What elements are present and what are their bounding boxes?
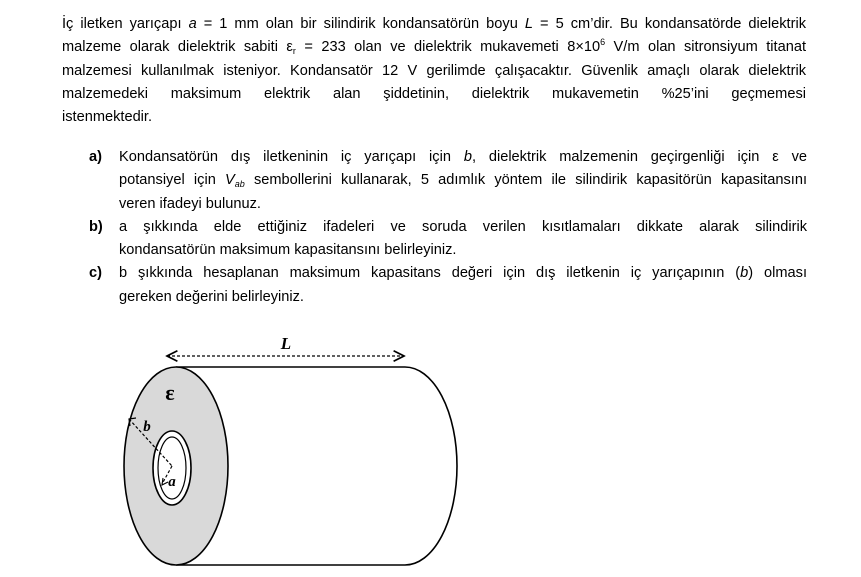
question-a-line-1: Kondansatörün dış iletkeninin iç yarıçapı için b, dielektrik malzemenin geçirgenliği için ε ve: [119, 149, 807, 165]
radius-a-label: a: [168, 474, 176, 490]
intro-line-2: malzeme olarak dielektrik sabiti $\varepsilon_r = 233$ olan ve dielektrik mukavemeti $8\times 10^6$ V/m olan sitronsiyum titanat: [62, 37, 807, 57]
question-c-line-1: b şıkkında hesaplanan maksimum kapasitans değeri için dış iletkenin iç yarıçapının (b) olması: [119, 265, 808, 282]
intro-line-3: malzemesi kullanılmak isteniyor. Kondansatör 12 V gerilimde çalışacaktır. Güvenlik amaçlı olarak dielektrik: [62, 62, 806, 79]
question-a-line-2: potansiyel için $V_{ab}$ sembollerini kullanarak, 5 adımlık yöntem ile silindirik kapasitörün kapasitansını: [119, 172, 807, 190]
length-label: L: [280, 334, 292, 353]
question-label: a): [89, 149, 102, 165]
question-a-line-3: veren ifadeyi bulunuz.: [119, 195, 261, 212]
question-b-line-2: kondansatörün maksimum kapasitansını belirleyiniz.: [119, 242, 457, 259]
intro-line-5: istenmektedir.: [62, 109, 153, 126]
permittivity-label: ε: [165, 380, 175, 405]
intro-line-4: malzemedeki maksimum elektrik alan şiddetinin, dielektrik mukavemetin %25’ini geçmemesi: [62, 85, 806, 102]
question-c-line-2: gereken değerini belirleyiniz.: [119, 288, 304, 305]
intro-line-1: İç iletken yarıçapı a = 1 mm olan bir silindirik kondansatörün boyu L = 5 cm’dir. Bu kondansatörde dielektrik: [62, 16, 806, 32]
radius-b-label: b: [143, 419, 151, 435]
question-b-line-1: a şıkkında elde ettiğiniz ifadeleri ve soruda verilen kısıtlamaları dikkate alarak silindirik: [119, 218, 807, 235]
question-label: c): [89, 265, 102, 282]
inner-conductor-hole: [153, 431, 191, 505]
question-label: b): [89, 218, 103, 235]
